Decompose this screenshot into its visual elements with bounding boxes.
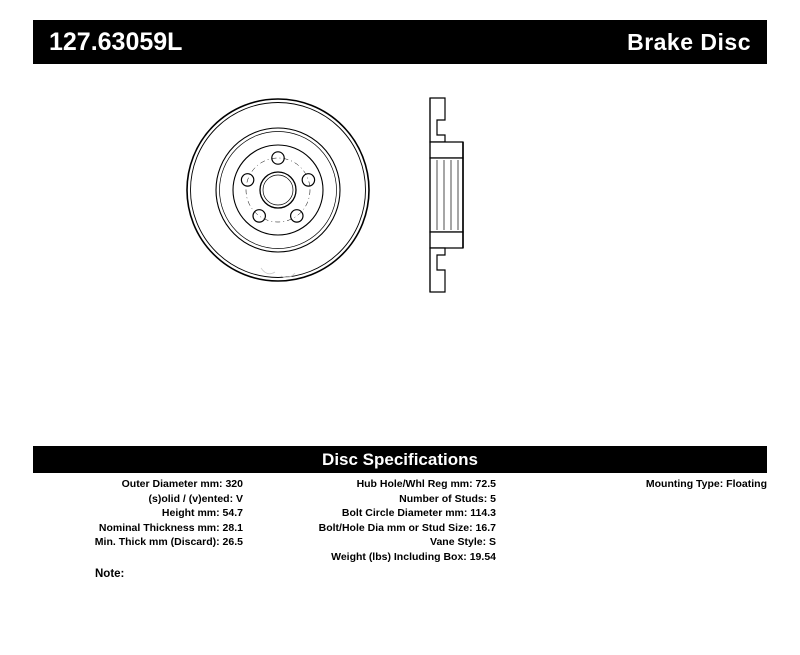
brake-rotor-face-view [187, 99, 369, 281]
spec-column-right [505, 477, 767, 492]
spec-item: Weight (lbs) Including Box: 19.54 [331, 550, 496, 563]
spec-item: Hub Hole/Whl Reg mm: 72.5 [356, 478, 496, 490]
spec-item: Vane Style: S [430, 536, 496, 549]
spec-item: Height mm: 54.7 [161, 507, 243, 520]
spec-title: Disc Specifications [322, 450, 478, 469]
brake-rotor-section-view [430, 98, 463, 292]
spec-item: Bolt/Hole Dia mm or Stud Size: 16.7 [318, 521, 496, 534]
spec-item: Nominal Thickness mm: 28.1 [98, 521, 243, 534]
spec-item: Outer Diameter mm: 320 [121, 478, 243, 490]
spec-column-middle [251, 477, 496, 565]
spec-item: Number of Studs: 5 [399, 492, 496, 505]
spec-item: Min. Thick mm (Discard): 26.5 [94, 536, 243, 549]
part-number: 127.63059L [49, 27, 183, 56]
header-bar [33, 20, 767, 64]
spec-item: Mounting Type: Floating [645, 478, 767, 490]
spec-item: Bolt Circle Diameter mm: 114.3 [341, 507, 496, 520]
spec-item: (s)olid / (v)ented: V [148, 492, 243, 505]
spec-column-left [33, 477, 243, 550]
spec-columns [33, 477, 767, 577]
product-drawing [33, 80, 767, 420]
spec-title-bar [33, 446, 767, 473]
note-label: Note: [95, 568, 125, 580]
product-type-title: Brake Disc [627, 28, 751, 55]
